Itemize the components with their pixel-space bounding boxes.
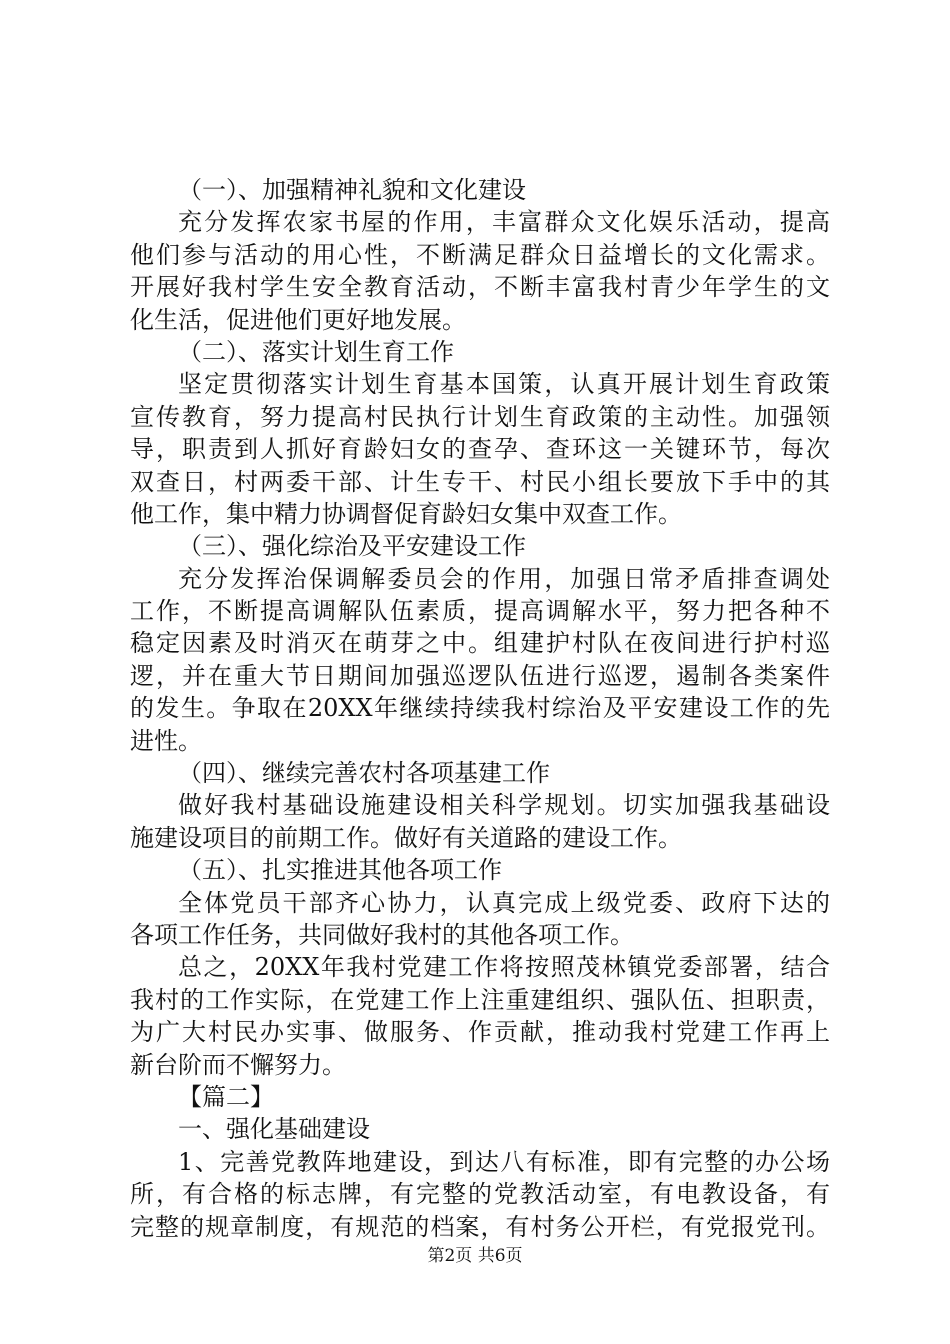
paragraph-line: 1、完善党教阵地建设，到达八有标准，即有完整的办公场 [178, 1147, 830, 1176]
paragraph-line: 稳定因素及时消灭在萌芽之中。组建护村队在夜间进行护村巡 [130, 629, 830, 658]
paragraph-line: 充分发挥农家书屋的作用，丰富群众文化娱乐活动，提高 [178, 208, 830, 237]
section-heading-2: （二）、落实计划生育工作 [178, 337, 454, 366]
paragraph-line: 工作，不断提高调解队伍素质，提高调解水平，努力把各种不 [130, 597, 830, 626]
paragraph-line: 他们参与活动的用心性，不断满足群众日益增长的文化需求。 [130, 240, 830, 269]
section-heading-part2-1: 一、强化基础建设 [178, 1115, 370, 1144]
part-heading: 【篇二】 [178, 1082, 274, 1111]
section-heading-3: （三）、强化综治及平安建设工作 [178, 532, 526, 561]
paragraph-line: 坚定贯彻落实计划生育基本国策，认真开展计划生育政策 [178, 370, 830, 399]
page-number-footer: 第2页 共6页 [427, 1246, 523, 1266]
paragraph-line: 全体党员干部齐心协力，认真完成上级党委、政府下达的 [178, 888, 830, 917]
document-body [130, 174, 830, 1243]
paragraph-line: 的发生。争取在20XX年继续持续我村综治及平安建设工作的先 [130, 694, 830, 723]
paragraph-line: 导，职责到人抓好育龄妇女的查孕、查环这一关键环节，每次 [130, 435, 830, 464]
paragraph-line: 化生活，促进他们更好地发展。 [130, 305, 466, 334]
section-heading-5: （五）、扎实推进其他各项工作 [178, 856, 502, 885]
paragraph-line: 完整的规章制度，有规范的档案，有村务公开栏，有党报党刊。 [130, 1212, 830, 1241]
section-heading-1: （一）、加强精神礼貌和文化建设 [178, 176, 526, 204]
paragraph-line: 总之，20XX年我村党建工作将按照茂林镇党委部署，结合 [178, 953, 830, 982]
paragraph-line: 各项工作任务，共同做好我村的其他各项工作。 [130, 920, 634, 949]
section-heading-4: （四）、继续完善农村各项基建工作 [178, 759, 550, 788]
paragraph-line: 宣传教育，努力提高村民执行计划生育政策的主动性。加强领 [130, 402, 830, 431]
paragraph-line: 双查日，村两委干部、计生专干、村民小组长要放下手中的其 [130, 467, 830, 496]
paragraph-line: 所，有合格的标志牌，有完整的党教活动室，有电教设备，有 [130, 1180, 830, 1209]
paragraph-line: 进性。 [130, 726, 202, 755]
paragraph-line: 逻，并在重大节日期间加强巡逻队伍进行巡逻，遏制各类案件 [130, 661, 830, 690]
paragraph-line: 我村的工作实际，在党建工作上注重建组织、强队伍、担职责， [130, 985, 830, 1014]
paragraph-line: 施建设项目的前期工作。做好有关道路的建设工作。 [130, 823, 682, 852]
paragraph-line: 他工作，集中精力协调督促育龄妇女集中双查工作。 [130, 499, 682, 528]
paragraph-line: 做好我村基础设施建设相关科学规划。切实加强我基础设 [178, 791, 830, 820]
paragraph-line: 新台阶而不懈努力。 [130, 1050, 346, 1079]
paragraph-line: 开展好我村学生安全教育活动，不断丰富我村青少年学生的文 [130, 273, 830, 302]
paragraph-line: 为广大村民办实事、做服务、作贡献，推动我村党建工作再上 [130, 1018, 830, 1047]
paragraph-line: 充分发挥治保调解委员会的作用，加强日常矛盾排查调处 [178, 564, 830, 593]
